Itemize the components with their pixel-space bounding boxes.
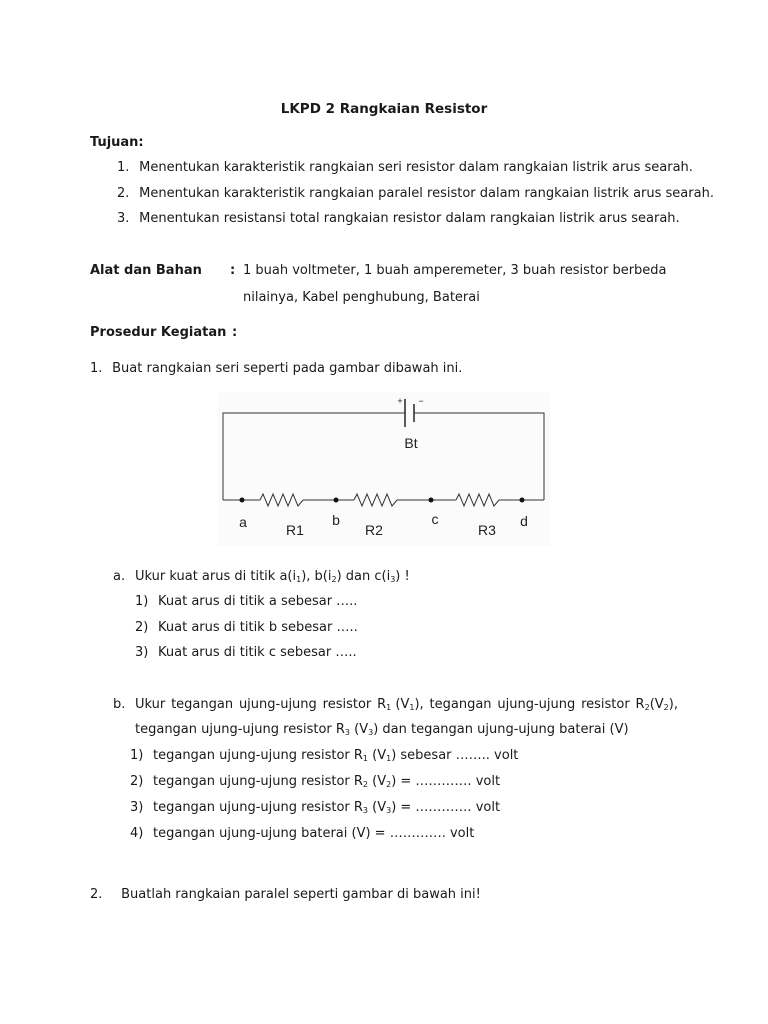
resistor-label-r2: R2 (365, 522, 383, 538)
battery-plus: + (397, 396, 403, 406)
part-b-instruction-line-1: Ukur tegangan ujung-ujung resistor $R_1$ $(V_1)$, tegangan ujung-ujung resistor $R_2(V_2)$, (135, 697, 678, 712)
prosedur-colon: : (232, 325, 238, 340)
list-text: Menentukan karakteristik rangkaian seri resistor dalam rangkaian listrik arus searah. (139, 160, 693, 175)
tujuan-item-1 (117, 160, 693, 175)
tujuan-item-3 (117, 211, 680, 226)
diagram-background (218, 392, 550, 546)
battery-minus: − (418, 396, 424, 406)
prosedur-heading: Prosedur Kegiatan (90, 325, 227, 340)
point-label-b: b (332, 512, 340, 528)
node-b (334, 498, 339, 503)
step-number: 2. (90, 887, 103, 902)
part-b-item-3: 3) tegangan ujung-ujung resistor $R_3$ $(V_3)$ = …………. volt (130, 800, 501, 815)
list-number: 2. (117, 186, 130, 201)
tujuan-heading: Tujuan: (90, 135, 144, 150)
resistor-label-r3: R3 (478, 522, 496, 538)
resistor-label-r1: R1 (286, 522, 304, 538)
tujuan-item-2 (117, 186, 714, 201)
series-circuit-diagram (218, 392, 550, 546)
part-b-item-4: 4) tegangan ujung-ujung baterai (V) = …………. volt (130, 826, 475, 841)
point-label-d: d (520, 513, 528, 529)
alat-line-1: 1 buah voltmeter, 1 buah amperemeter, 3 buah resistor berbeda (243, 263, 667, 278)
part-b-item-1: 1) tegangan ujung-ujung resistor $R_1$ $(V_1)$ sebesar …….. volt (130, 748, 519, 763)
point-label-a: a (239, 514, 247, 530)
part-a-letter: a. (113, 569, 126, 584)
step-2 (90, 887, 481, 902)
alat-colon: : (230, 263, 236, 278)
step-text: Buat rangkaian seri seperti pada gambar dibawah ini. (112, 361, 463, 376)
list-number: 1. (117, 160, 130, 175)
list-text: Menentukan karakteristik rangkaian paralel resistor dalam rangkaian listrik arus searah. (139, 186, 714, 201)
part-b-item-2: 2) tegangan ujung-ujung resistor $R_2$ $(V_2)$ = …………. volt (130, 774, 501, 789)
step-text: Buatlah rangkaian paralel seperti gambar di bawah ini! (121, 887, 481, 902)
step-number: 1. (90, 361, 103, 376)
battery-label: Bt (404, 435, 418, 451)
point-label-c: c (431, 511, 439, 527)
list-text: Menentukan resistansi total rangkaian resistor dalam rangkaian listrik arus searah. (139, 211, 680, 226)
page-title: LKPD 2 Rangkaian Resistor (280, 101, 488, 117)
part-a-item-3: 3) Kuat arus di titik c sebesar ….. (135, 645, 357, 660)
list-number: 3. (117, 211, 130, 226)
node-a (240, 498, 245, 503)
alat-line-2: nilainya, Kabel penghubung, Baterai (243, 290, 480, 305)
node-c (429, 498, 434, 503)
part-a-instruction: Ukur kuat arus di titik $a(i_1)$, $b(i_2)$ dan $c(i_3)$ ! (135, 569, 410, 584)
part-a-item-1: 1) Kuat arus di titik a sebesar ….. (135, 594, 358, 609)
alat-heading: Alat dan Bahan (90, 263, 202, 278)
part-b-instruction-line-2: tegangan ujung-ujung resistor $R_3$ $(V_3)$ dan tegangan ujung-ujung baterai (V) (135, 722, 629, 737)
step-1 (90, 361, 462, 376)
node-d (520, 498, 525, 503)
part-a-item-2: 2) Kuat arus di titik b sebesar ….. (135, 620, 358, 635)
part-b-letter: b. (113, 697, 126, 712)
